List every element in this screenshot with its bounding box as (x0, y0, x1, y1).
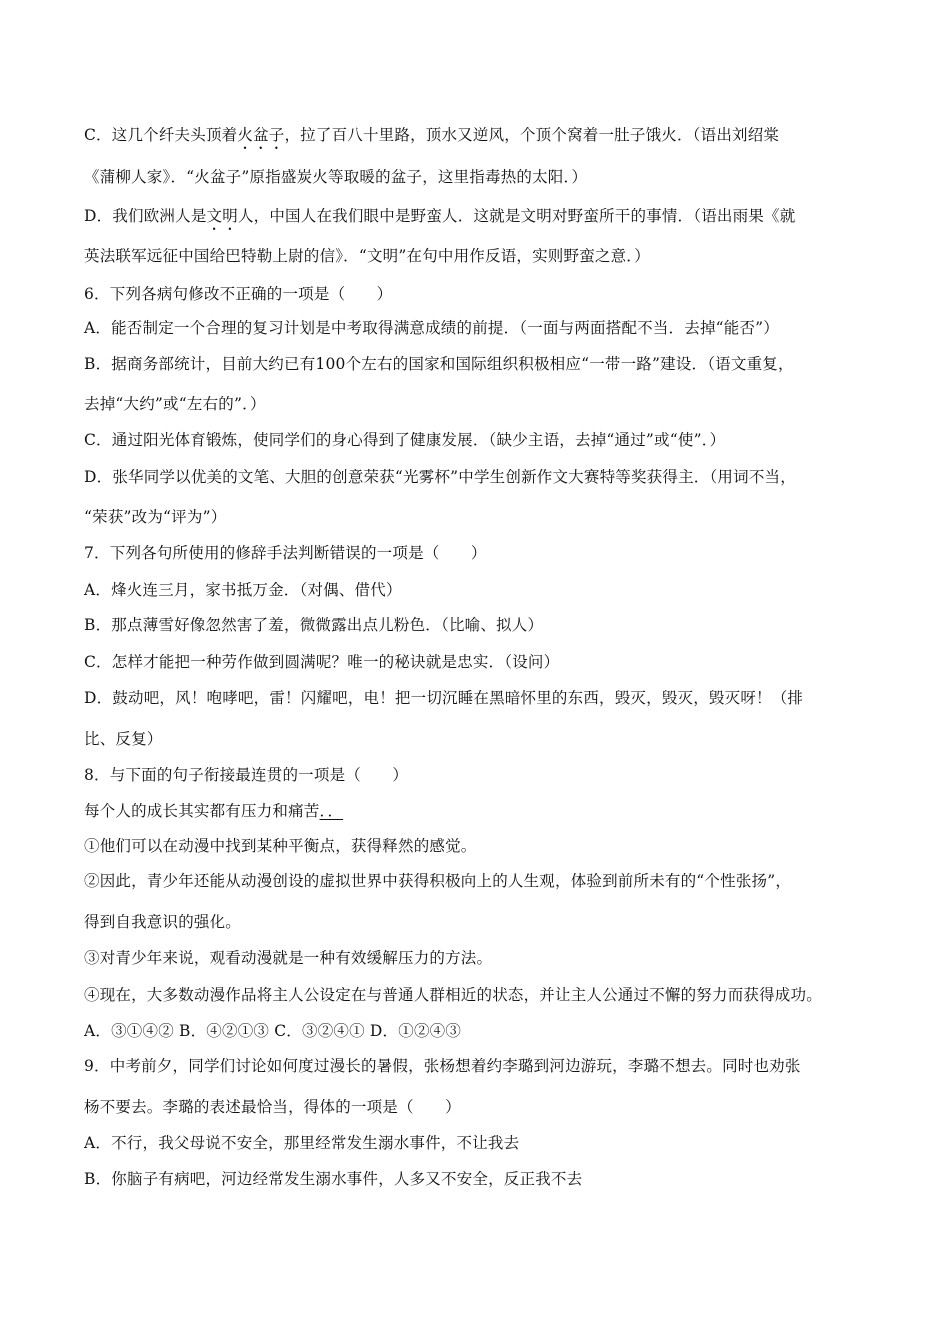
text: C．这几个纤夫头顶着 (84, 126, 238, 144)
question-8-item-1: ①他们可以在动漫中找到某种平衡点，获得释然的感觉。 (84, 837, 477, 855)
question-8-sentence (84, 801, 343, 821)
line-option-c-q5-cont: 《蒲柳人家》．“火盆子”原指盛炭火等取暖的盆子，这里指毒热的太阳．） (84, 168, 588, 186)
text: ，拉了百八十里路，顶水又逆风，个顶个窝着一肚子饿火．（语出刘绍棠 (284, 126, 780, 144)
question-8-item-2: ②因此，青少年还能从动漫创设的虚拟世界中获得积极向上的人生观，体验到前所未有的“个性张扬”， (84, 872, 792, 890)
question-9-option-a: A．不行，我父母说不安全，那里经常发生溺水事件，不让我去 (84, 1134, 520, 1152)
line-option-d-q5 (84, 206, 795, 234)
question-6-stem: 6．下列各病句修改不正确的一项是（ ） (84, 285, 393, 303)
question-6-option-d: D．张华同学以优美的文笔、大胆的创意荣获“光雾杯”中学生创新作文大赛特等奖获得主．（用词不当， (84, 468, 796, 486)
question-9-stem: 9．中考前夕，同学们讨论如何度过漫长的暑假，张杨想着约李璐到河边游玩，李璐不想去。同时也劝张 (84, 1057, 801, 1075)
question-8-item-3: ③对青少年来说，观看动漫就是一种有效缓解压力的方法。 (84, 949, 493, 967)
question-6-option-d-cont: “荣获”改为“评为”） (84, 508, 227, 526)
question-6-option-b: B．据商务部统计，目前大约已有100个左右的国家和国际组织积极相应“一带一路”建设．（语文重复， (84, 355, 794, 373)
question-8-item-4: ④现在，大多数动漫作品将主人公设定在与普通人群相近的状态，并让主人公通过不懈的努力而获得成功。 (84, 986, 822, 1004)
line-option-c-q5 (84, 125, 779, 153)
question-7-option-d-cont: 比、反复） (84, 730, 163, 748)
blank-underline: ．． (319, 802, 344, 820)
text: 每个人的成长其实都有压力和痛苦 (84, 802, 320, 820)
line-option-d-q5-cont: 英法联军远征中国给巴特勒上尉的信》．“文明”在句中用作反语，实则野蛮之意．） (84, 247, 650, 265)
question-7-option-c: C．怎样才能把一种劳作做到圆满呢？唯一的秘诀就是忠实．（设问） (84, 653, 560, 671)
question-8-options: A．③①④② B．④②①③ C．③②④① D．①②④③ (84, 1022, 462, 1040)
question-7-option-d: D．鼓动吧，风！咆哮吧，雷！闪耀吧，电！把一切沉睡在黑暗怀里的东西，毁灭，毁灭，毁灭呀！（排 (84, 689, 804, 707)
question-6-option-c: C．通过阳光体育锻炼，使同学们的身心得到了健康发展．（缺少主语，去掉“通过”或“使”．） (84, 431, 726, 449)
emphasized-text: 文明 (206, 207, 238, 225)
question-8-item-2-cont: 得到自我意识的强化。 (84, 913, 242, 931)
question-6-option-b-cont: 去掉“大约”或“左右的”．） (84, 395, 266, 413)
question-8-stem: 8．与下面的句子衔接最连贯的一项是（ ） (84, 766, 409, 784)
text: D．我们欧洲人是 (84, 207, 207, 225)
question-7-option-a: A．烽火连三月，家书抵万金．（对偶、借代） (84, 581, 402, 599)
question-9-stem-cont: 杨不要去。李璐的表述最恰当，得体的一项是（ ） (84, 1098, 461, 1116)
emphasized-text: 火盆子 (237, 126, 285, 144)
question-9-option-b: B．你脑子有病吧，河边经常发生溺水事件，人多又不安全，反正我不去 (84, 1170, 583, 1188)
question-7-stem: 7．下列各句所使用的修辞手法判断错误的一项是（ ） (84, 544, 487, 562)
question-7-option-b: B．那点薄雪好像忽然害了羞，微微露出点儿粉色．（比喻、拟人） (84, 616, 544, 634)
text: 人，中国人在我们眼中是野蛮人．这就是文明对野蛮所干的事情．（语出雨果《就 (237, 207, 796, 225)
question-6-option-a: A．能否制定一个合理的复习计划是中考取得满意成绩的前提．（一面与两面搭配不当．去掉“能否”） (84, 319, 779, 337)
